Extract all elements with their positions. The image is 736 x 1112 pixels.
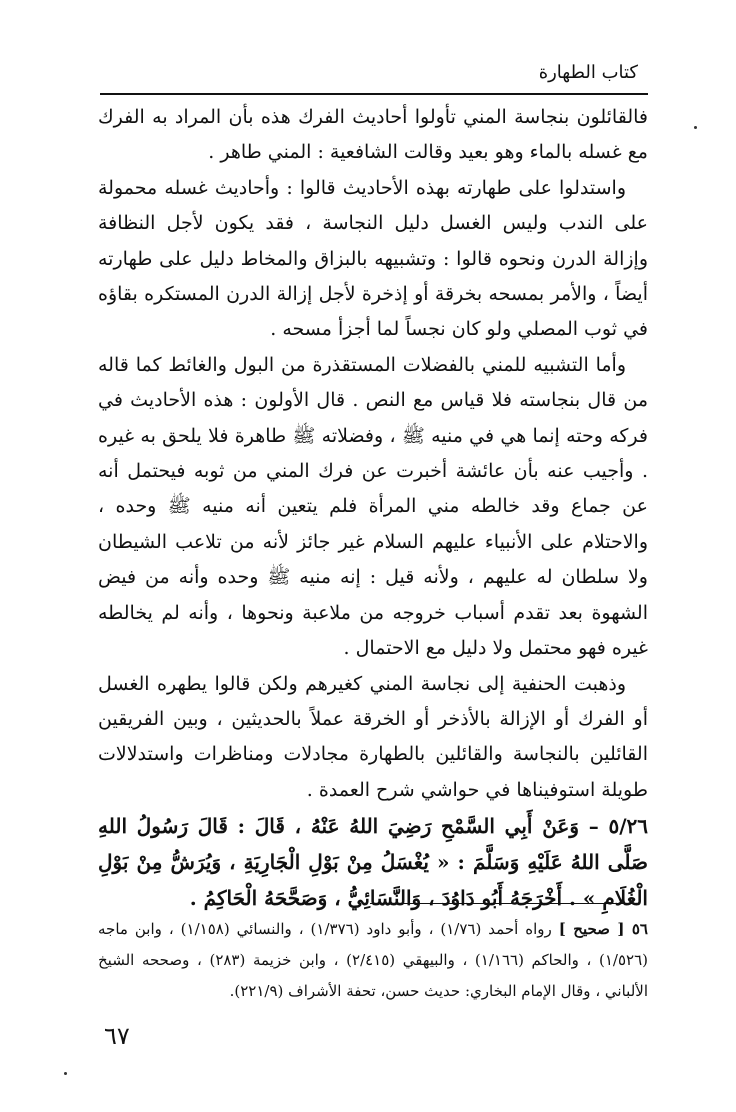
footnote-text: رواه أحمد (١/٧٦) ، وأبو داود (١/٣٧٦) ، والنسائي (١/١٥٨) ، وابن ماجه (١/٥٢٦) ، والحاكم (١/١٦٦) ، والبيهقي (٢/٤١٥) ، وابن خزيمة (٢٨٣) ، وصححه الشيخ الألباني ، وقال الإمام البخاري: حديث حسن، تحفة الأشراف (٢٢١/٩). [98, 920, 649, 1000]
scan-speck [694, 126, 697, 129]
footnote-rule [370, 903, 638, 904]
paragraph: وأما التشبيه للمني بالفضلات المستقذرة من البول والغائط كما قاله من قال بنجاسته فلا قياس مع النص . قال الأولون : هذه الأحاديث في فركه وحته إنما هي في منيه ﷺ ، وفضلاته ﷺ طاهرة فلا يلحق به غيره . وأجيب عنه بأن عائشة أخبرت عن فرك المني من ثوبه فيحتمل أنه عن جماع وقد خالطه مني المرأة فلم يتعين أنه منيه ﷺ وحده ، والاحتلام على الأنبياء عليهم السلام غير جائز لأنه من تلاعب الشيطان ولا سلطان له عليهم ، ولأنه قيل : إنه منيه ﷺ وحده وأنه من فيض الشهوة بعد تقدم أسباب خروجه من ملاعبة ونحوها ، وأنه لم يخالطه غيره فهو محتمل ولا دليل مع الاحتمال . [98, 353, 648, 660]
paragraph: وذهبت الحنفية إلى نجاسة المني كغيرهم ولكن قالوا يطهره الغسل أو الفرك أو الإزالة بالأذخر أو الخرقة عملاً بالحديثين ، وبين الفريقين القائلين بالنجاسة والقائلين بالطهارة مجادلات ومناظرات واستدلالات طويلة استوفيناها في حواشي شرح العمدة . [98, 672, 648, 801]
paragraph: واستدلوا على طهارته بهذه الأحاديث قالوا : وأحاديث غسله محمولة على الندب وليس الغسل دليل النجاسة ، فقد يكون لأجل النظافة وإزالة الدرن ونحوه قالوا : وتشبيهه بالبزاق والمخاط دليل على طهارته أيضاً ، والأمر بمسحه بخرقة أو إذخرة لأجل إزالة الدرن المستكره بقاؤه في ثوب المصلي ولو كان نجساً لما أجزأ مسحه . [98, 176, 648, 341]
paragraph: فالقائلون بنجاسة المني تأولوا أحاديث الفرك هذه بأن المراد به الفرك مع غسله بالماء وهو بعيد وقالت الشافعية : المني طاهر . [98, 106, 648, 164]
page-number: ٦٧ [104, 1022, 130, 1050]
header-rule [100, 93, 648, 95]
main-text [98, 100, 648, 916]
footnote [98, 914, 648, 1007]
hadith-text: ٥/٢٦ – وَعَنْ أَبِي السَّمْحِ رَضِيَ اللهُ عَنْهُ ، قَالَ : قَالَ رَسُولُ اللهِ صَلَّى اللهُ عَلَيْهِ وَسَلَّمَ : « يُغْسَلُ مِنْ بَوْلِ الْجَارِيَةِ ، وَيُرَشُّ مِنْ بَوْلِ الْغُلَامِ » . أَخْرَجَهُ أَبُو دَاوُدَ ، وَالنَّسَائِيُّ ، وَصَحَّحَهُ الْحَاكِمُ . [98, 814, 648, 911]
running-title: كتاب الطهارة [538, 62, 638, 83]
scan-speck [64, 1072, 67, 1075]
footnote-reference: ٥٦ [ صحيح ] [558, 920, 648, 938]
